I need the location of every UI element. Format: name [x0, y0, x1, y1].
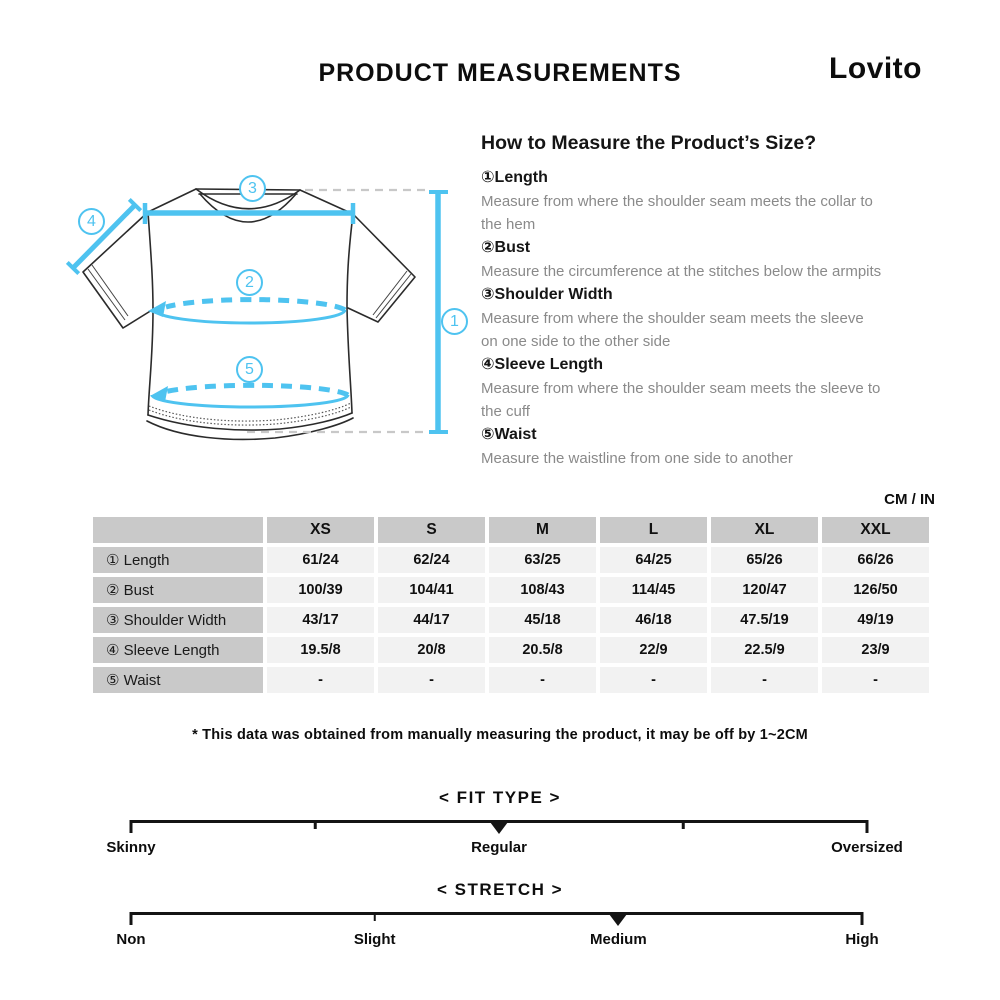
scale-tick	[866, 820, 869, 833]
row-label: ③ Shoulder Width	[93, 607, 263, 633]
scale-tick	[861, 912, 864, 925]
scale-tick	[682, 820, 685, 829]
how-to-item-bust	[481, 236, 937, 283]
how-to-item-sleeve-length	[481, 353, 937, 423]
how-to-item-shoulder-width	[481, 283, 937, 353]
cell-value: 49/19	[822, 607, 929, 633]
cell-value: 63/25	[489, 547, 596, 573]
measure-badge-waist: 5	[236, 356, 263, 383]
size-table	[89, 513, 933, 697]
stretch-label-medium: Medium	[589, 931, 647, 948]
scale-tick	[314, 820, 317, 829]
cell-value: 46/18	[600, 607, 707, 633]
table-row-bust	[93, 577, 929, 603]
cell-value: 61/24	[267, 547, 374, 573]
how-to-item-label: ④Sleeve Length	[481, 356, 604, 373]
cell-value: 104/41	[378, 577, 485, 603]
cell-value: 100/39	[267, 577, 374, 603]
table-row-shoulder-width	[93, 607, 929, 633]
cell-value: 44/17	[378, 607, 485, 633]
stretch-labels	[116, 931, 879, 951]
cell-value: 20/8	[378, 637, 485, 663]
cell-value: 23/9	[822, 637, 929, 663]
tshirt-measurement-diagram	[60, 150, 480, 470]
how-to-item-desc: the hem	[481, 216, 536, 233]
cell-value: 120/47	[711, 577, 818, 603]
row-label: ⑤ Waist	[93, 667, 263, 693]
how-to-item-waist	[481, 423, 937, 470]
cell-value: 65/26	[711, 547, 818, 573]
cell-value: 45/18	[489, 607, 596, 633]
how-to-item-desc: on one side to the other side	[481, 333, 671, 350]
size-column-header: S	[378, 517, 485, 543]
stretch-scale	[131, 912, 862, 915]
size-column-header: XXL	[822, 517, 929, 543]
stretch-title: < STRETCH >	[436, 880, 564, 899]
fit-type-labels	[106, 839, 903, 859]
row-label: ① Length	[93, 547, 263, 573]
size-column-header: XS	[267, 517, 374, 543]
cell-value: 22.5/9	[711, 637, 818, 663]
cell-value: 126/50	[822, 577, 929, 603]
cell-value: -	[378, 667, 485, 693]
size-column-header: L	[600, 517, 707, 543]
measure-badge-shoulder-width: 3	[239, 175, 266, 202]
cell-value: 20.5/8	[489, 637, 596, 663]
row-label: ② Bust	[93, 577, 263, 603]
size-table-corner-cell	[93, 517, 263, 543]
cell-value: -	[489, 667, 596, 693]
table-row-sleeve-length	[93, 637, 929, 663]
cell-value: 66/26	[822, 547, 929, 573]
measurement-disclaimer: * This data was obtained from manually measuring the product, it may be off by 1~2CM	[192, 727, 808, 743]
how-to-item-label: ③Shoulder Width	[481, 286, 613, 303]
stretch-label-slight: Slight	[353, 931, 396, 948]
how-to-item-label: ①Length	[481, 169, 548, 186]
cell-value: 22/9	[600, 637, 707, 663]
page-title: PRODUCT MEASUREMENTS	[318, 59, 682, 87]
how-to-item-label: ⑤Waist	[481, 426, 537, 443]
how-to-item-desc: Measure from where the shoulder seam meets the sleeve	[481, 310, 864, 327]
table-row-waist	[93, 667, 929, 693]
how-to-measure-title: How to Measure the Product’s Size?	[481, 132, 817, 154]
unit-label: CM / IN	[884, 491, 935, 508]
fit-type-label-oversized: Oversized	[831, 839, 903, 856]
how-to-item-desc: Measure the waistline from one side to another	[481, 450, 793, 467]
cell-value: 19.5/8	[267, 637, 374, 663]
how-to-item-label: ②Bust	[481, 239, 531, 256]
size-table-header-row	[93, 517, 929, 543]
measure-badge-sleeve-length: 4	[78, 208, 105, 235]
cell-value: -	[600, 667, 707, 693]
cell-value: 43/17	[267, 607, 374, 633]
scale-tick	[373, 912, 376, 921]
how-to-measure-section	[481, 132, 937, 470]
how-to-item-desc: the cuff	[481, 403, 530, 420]
how-to-item-desc: Measure from where the shoulder seam meets the sleeve to	[481, 380, 881, 397]
fit-type-label-skinny: Skinny	[106, 839, 156, 856]
cell-value: 64/25	[600, 547, 707, 573]
cell-value: 114/45	[600, 577, 707, 603]
stretch-label-high: High	[845, 931, 879, 948]
size-column-header: XL	[711, 517, 818, 543]
how-to-item-desc: Measure the circumference at the stitches below the armpits	[481, 263, 882, 280]
stretch-marker-icon	[609, 914, 627, 926]
cell-value: 108/43	[489, 577, 596, 603]
stretch-label-non: Non	[116, 931, 146, 948]
cell-value: -	[822, 667, 929, 693]
cell-value: 47.5/19	[711, 607, 818, 633]
fit-type-title: < FIT TYPE >	[439, 788, 561, 807]
table-row-length	[93, 547, 929, 573]
tshirt-illustration-icon	[60, 150, 480, 470]
scale-tick	[130, 820, 133, 833]
fit-type-scale	[131, 820, 867, 823]
brand-logo: Lovito	[829, 52, 922, 85]
scale-tick	[130, 912, 133, 925]
measure-badge-bust: 2	[236, 269, 263, 296]
cell-value: 62/24	[378, 547, 485, 573]
size-column-header: M	[489, 517, 596, 543]
fit-type-marker-icon	[490, 822, 508, 834]
fit-type-label-regular: Regular	[471, 839, 527, 856]
how-to-item-length	[481, 166, 937, 236]
cell-value: -	[267, 667, 374, 693]
measure-badge-length: 1	[441, 308, 468, 335]
row-label: ④ Sleeve Length	[93, 637, 263, 663]
cell-value: -	[711, 667, 818, 693]
how-to-item-desc: Measure from where the shoulder seam meets the collar to	[481, 193, 873, 210]
